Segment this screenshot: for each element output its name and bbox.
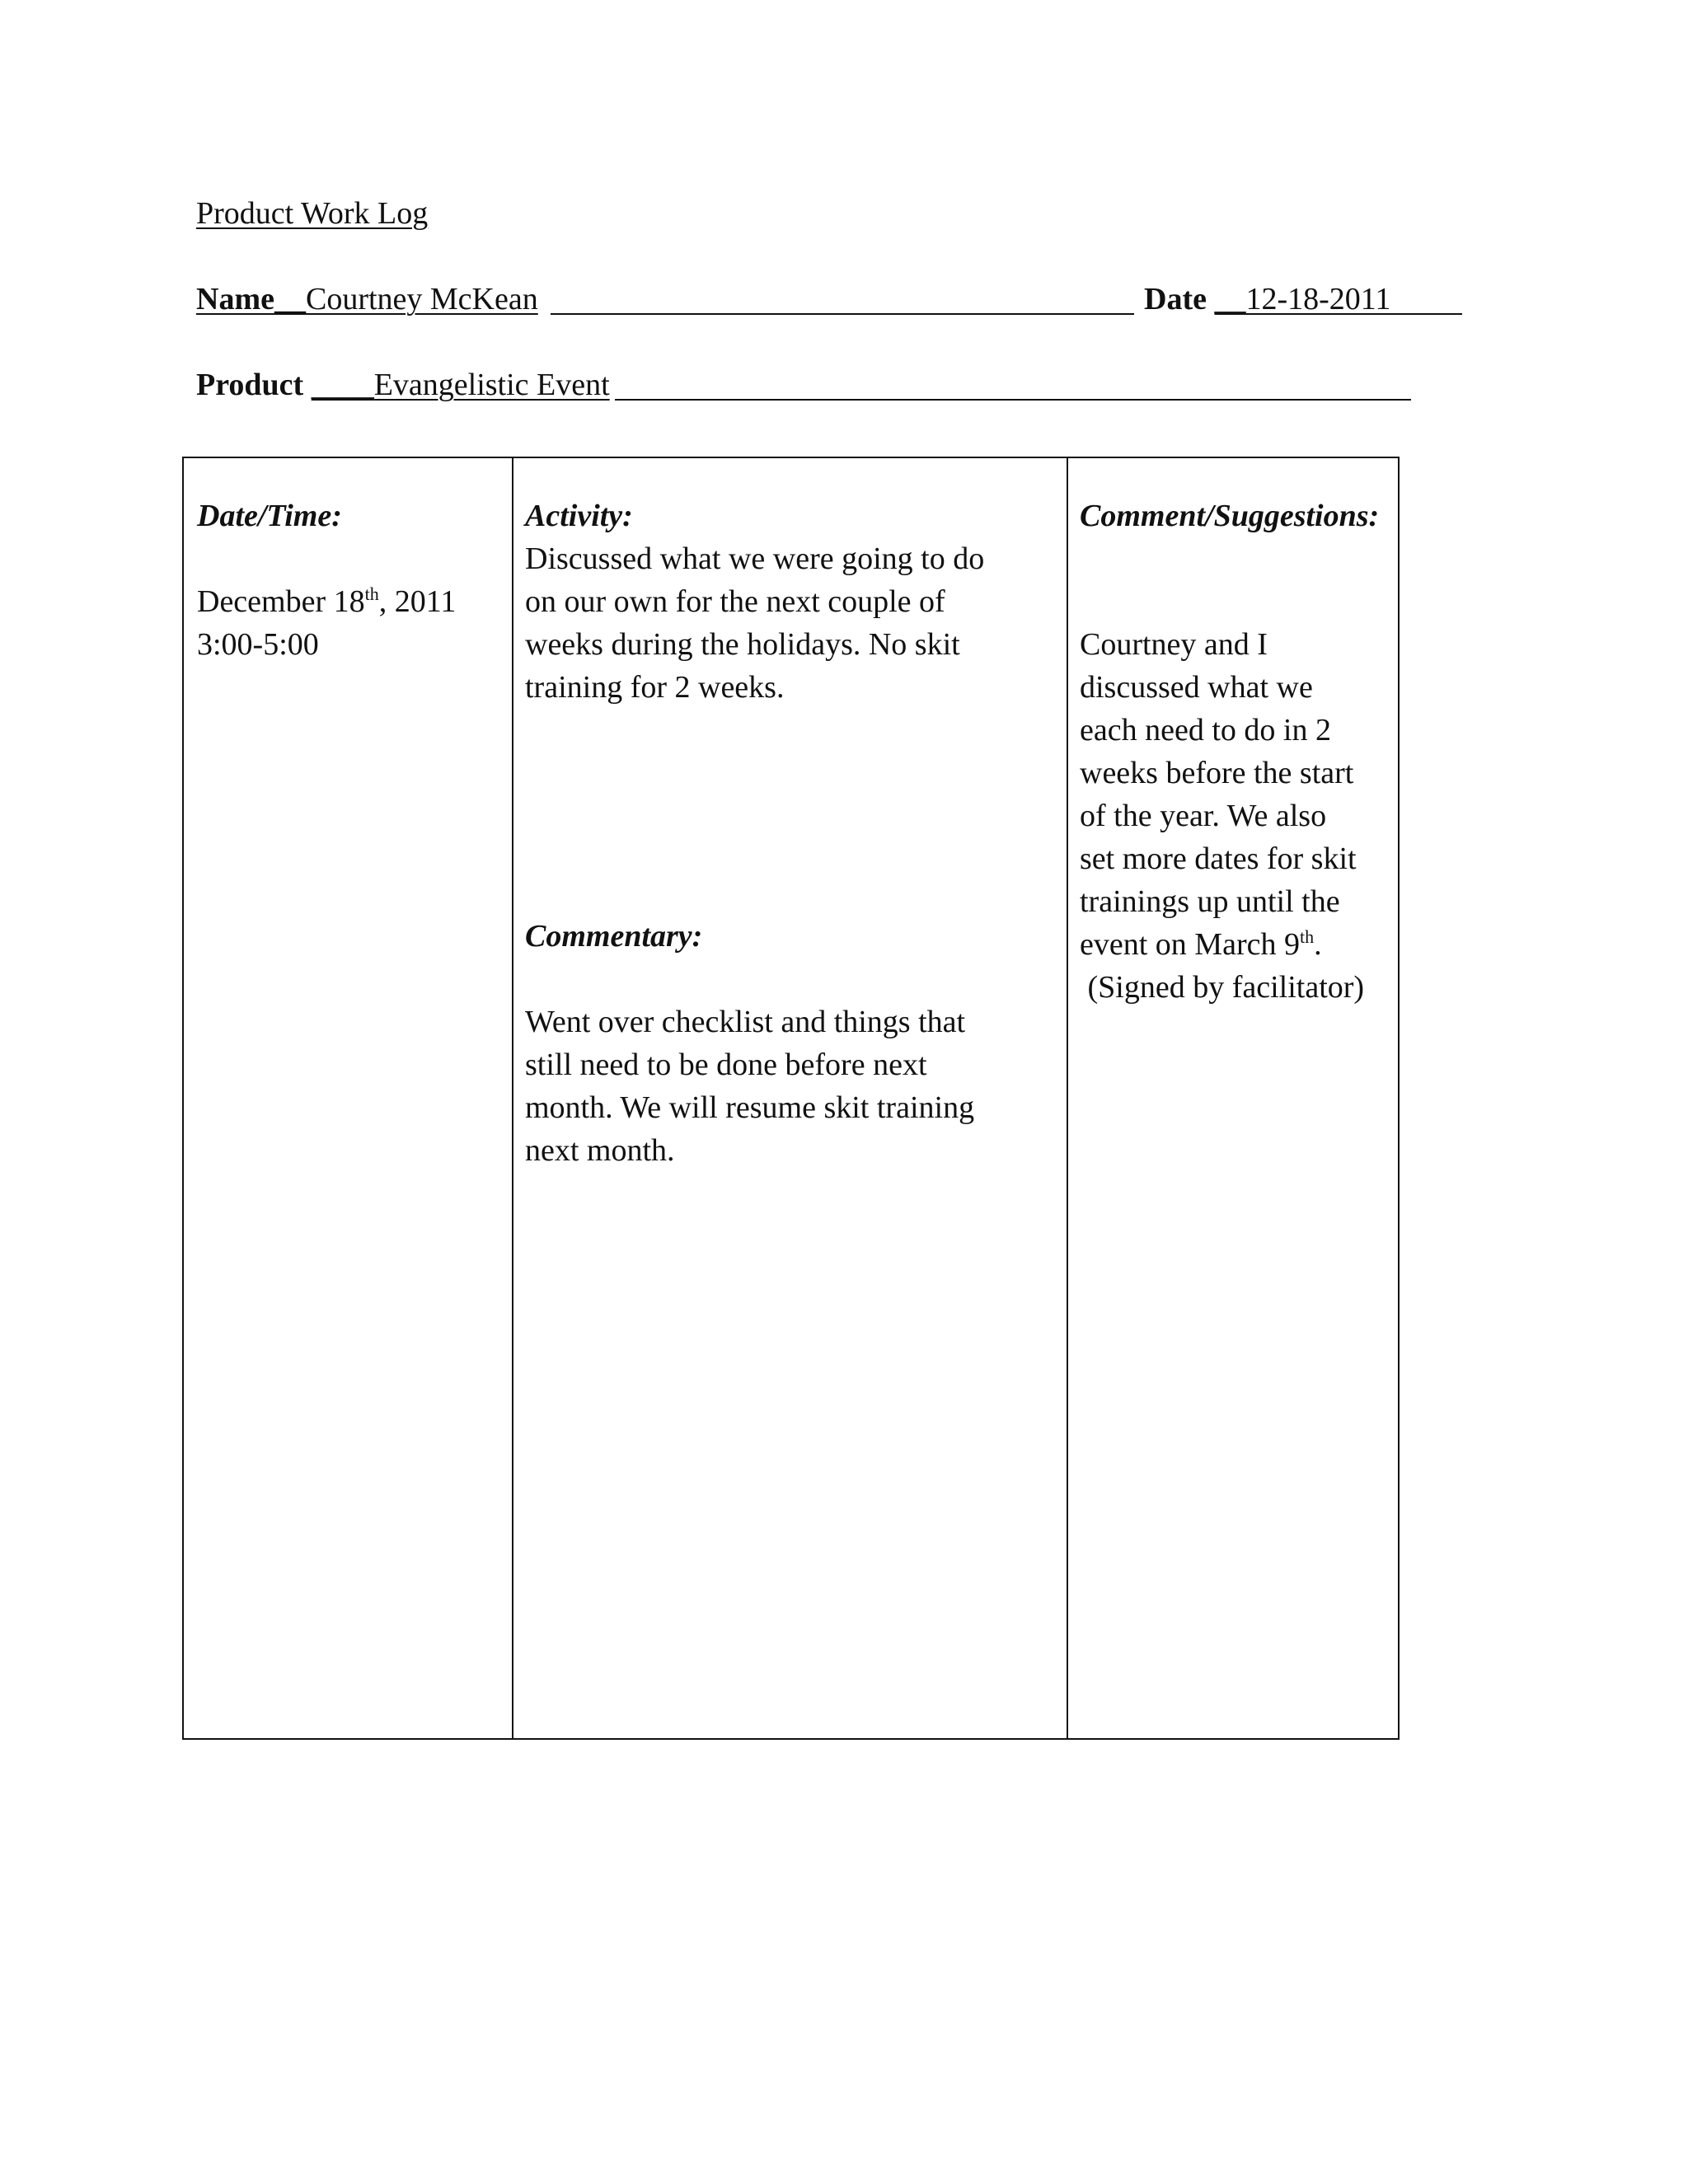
date-time-heading: Date/Time:	[197, 499, 342, 533]
date-prefix-underscores: __	[1214, 282, 1246, 316]
activity-line: weeks during the holidays. No skit	[525, 627, 960, 662]
comment-line: set more dates for skit	[1080, 841, 1357, 876]
name-label: Name	[196, 282, 274, 316]
commentary-line: Went over checklist and things that	[525, 1005, 966, 1039]
name-field	[196, 278, 538, 321]
activity-line: training for 2 weeks.	[525, 670, 785, 705]
blank-line	[525, 958, 1061, 1001]
date-time-column	[197, 494, 502, 666]
date-value: 12-18-2011	[1245, 282, 1391, 316]
product-field	[196, 363, 610, 406]
column-divider-2	[1067, 458, 1068, 1738]
comment-last-ordinal: th	[1299, 926, 1315, 947]
work-log-table	[182, 457, 1400, 1740]
commentary-line: next month.	[525, 1133, 675, 1168]
activity-column	[525, 494, 1061, 709]
log-time: 3:00-5:00	[197, 627, 319, 662]
date-field	[1144, 278, 1390, 321]
activity-line: on our own for the next couple of	[525, 584, 945, 619]
document-title: Product Work Log	[196, 196, 429, 231]
product-underline	[615, 399, 1411, 401]
log-date-main: December 18	[197, 584, 365, 619]
comment-line: each need to do in 2	[1080, 713, 1331, 748]
blank-line	[197, 537, 502, 580]
comments-column	[1080, 494, 1393, 537]
product-label: Product	[196, 368, 304, 402]
name-value: Courtney McKean	[305, 282, 538, 316]
comment-line: trainings up until the	[1080, 884, 1340, 919]
comment-line	[1080, 923, 1393, 966]
commentary-line: month. We will resume skit training	[525, 1090, 975, 1125]
commentary-line: still need to be done before next	[525, 1047, 927, 1082]
comment-line: discussed what we	[1080, 670, 1313, 705]
comments-body	[1080, 623, 1393, 1009]
name-underline	[551, 313, 1134, 315]
comment-line: of the year. We also	[1080, 799, 1327, 833]
activity-heading: Activity:	[525, 499, 633, 533]
comment-last-main: event on March 9	[1080, 927, 1300, 962]
column-divider-1	[512, 458, 513, 1738]
log-date-ordinal: th	[364, 583, 379, 604]
comment-line: weeks before the start	[1080, 756, 1354, 790]
activity-line: Discussed what we were going to do	[525, 541, 985, 576]
comment-last-end: .	[1314, 927, 1322, 962]
facilitator-signature-note: (Signed by facilitator)	[1080, 970, 1365, 1005]
product-prefix-underscores: ____	[311, 368, 374, 402]
date-underline-tail	[1385, 313, 1462, 315]
name-prefix-underscores: __	[274, 282, 306, 316]
commentary-heading: Commentary:	[525, 919, 703, 954]
log-date	[197, 580, 502, 623]
product-value: Evangelistic Event	[373, 368, 610, 402]
comments-heading: Comment/Suggestions:	[1080, 499, 1380, 533]
log-date-year: , 2011	[378, 584, 457, 619]
comment-line: Courtney and I	[1080, 627, 1268, 662]
commentary-section	[525, 915, 1061, 1172]
date-label: Date	[1144, 282, 1207, 316]
